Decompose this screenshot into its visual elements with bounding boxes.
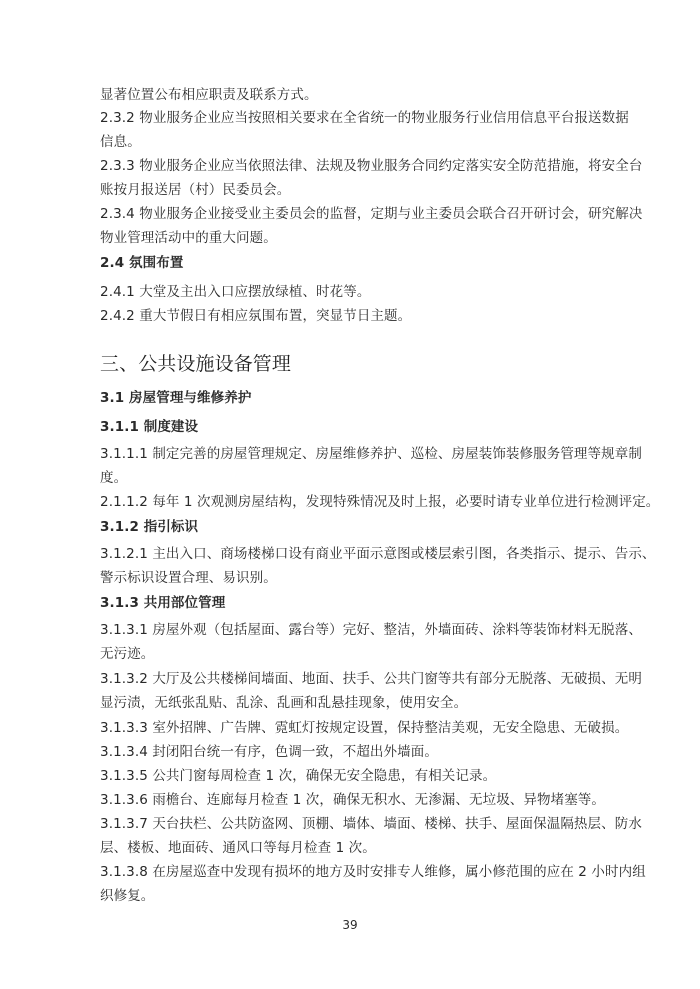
text-line: 信息。 <box>100 134 141 150</box>
text-line: 无污迹。 <box>100 646 155 662</box>
chapter-heading: 三、公共设施设备管理 <box>100 353 292 375</box>
text-line: 2.3.2 物业服务企业应当按照相关要求在全省统一的物业服务行业信用信息平台报送数据 <box>100 110 629 126</box>
section-heading: 2.4 氛围布置 <box>100 255 184 271</box>
text-line: 2.4.1 大堂及主出入口应摆放绿植、时花等。 <box>100 284 371 300</box>
text-line: 织修复。 <box>100 888 155 904</box>
text-line: 3.1.3.4 封闭阳台统一有序，色调一致，不超出外墙面。 <box>100 744 438 760</box>
text-line: 2.3.4 物业服务企业接受业主委员会的监督，定期与业主委员会联合召开研讨会，研究解决 <box>100 206 643 222</box>
text-line: 账按月报送居（村）民委员会。 <box>100 182 291 198</box>
text-line: 2.4.2 重大节假日有相应氛围布置，突显节日主题。 <box>100 308 412 324</box>
text-line: 显污渍，无纸张乱贴、乱涂、乱画和乱悬挂现象，使用安全。 <box>100 695 468 711</box>
text-line: 警示标识设置合理、易识别。 <box>100 570 277 586</box>
text-line: 3.1.3.6 雨檐台、连廊每月检查 1 次，确保无积水、无渗漏、无垃圾、异物堵塞等。 <box>100 792 605 808</box>
text-line: 3.1.2.1 主出入口、商场楼梯口设有商业平面示意图或楼层索引图，各类指示、提示、告示、 <box>100 546 656 562</box>
subsection-heading: 3.1.1 制度建设 <box>100 419 199 435</box>
text-line: 3.1.3.5 公共门窗每周检查 1 次，确保无安全隐患，有相关记录。 <box>100 768 497 784</box>
text-line: 2.3.3 物业服务企业应当依照法律、法规及物业服务合同约定落实安全防范措施，将安全台 <box>100 158 643 174</box>
text-line: 3.1.3.2 大厅及公共楼梯间墙面、地面、扶手、公共门窗等共有部分无脱落、无破损、无明 <box>100 671 642 687</box>
text-line: 2.1.1.2 每年 1 次观测房屋结构，发现特殊情况及时上报，必要时请专业单位进行检测评定。 <box>100 494 660 510</box>
section-heading: 3.1 房屋管理与维修养护 <box>100 390 252 406</box>
text-line: 3.1.3.1 房屋外观（包括屋面、露台等）完好、整洁，外墙面砖、涂料等装饰材料无脱落、 <box>100 622 642 638</box>
text-line: 3.1.3.8 在房屋巡查中发现有损坏的地方及时安排专人维修，属小修范围的应在 2 小时内组 <box>100 864 646 880</box>
page-number: 39 <box>342 918 358 932</box>
text-line: 3.1.1.1 制定完善的房屋管理规定、房屋维修养护、巡检、房屋装饰装修服务管理等规章制 <box>100 446 642 462</box>
text-line: 物业管理活动中的重大问题。 <box>100 230 277 246</box>
text-line: 3.1.3.3 室外招牌、广告牌、霓虹灯按规定设置，保持整洁美观，无安全隐患、无破损。 <box>100 720 629 736</box>
text-line: 显著位置公布相应职责及联系方式。 <box>100 87 318 103</box>
text-line: 度。 <box>100 470 128 486</box>
subsection-heading: 3.1.3 共用部位管理 <box>100 595 226 611</box>
text-line: 3.1.3.7 天台扶栏、公共防盗网、顶棚、墙体、墙面、楼梯、扶手、屋面保温隔热层、防水 <box>100 816 642 832</box>
text-line: 层、楼板、地面砖、通风口等每月检查 1 次。 <box>100 840 376 856</box>
subsection-heading: 3.1.2 指引标识 <box>100 519 199 535</box>
